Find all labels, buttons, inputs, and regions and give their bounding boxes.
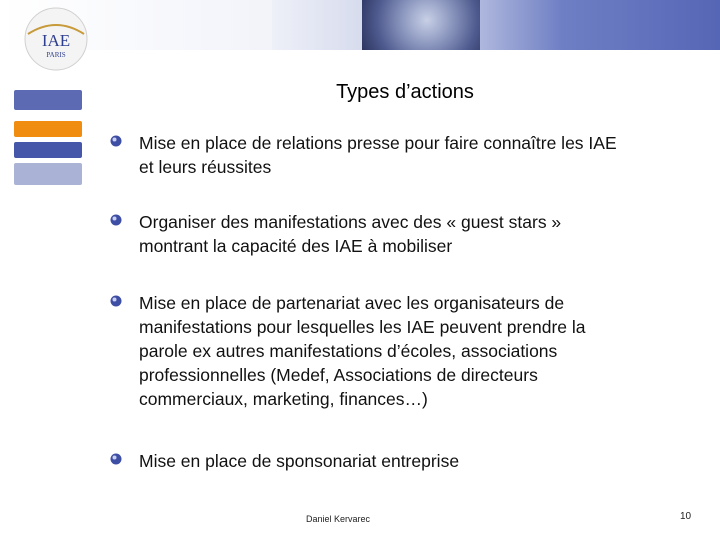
bullet-line: Organiser des manifestations avec des « guest stars » [139, 212, 562, 232]
footer-author: Daniel Kervarec [306, 514, 371, 524]
bullet-line: Mise en place de partenariat avec les organisateurs de [139, 293, 565, 313]
side-bar-orange [14, 121, 82, 137]
bullet-line: montrant la capacité des IAE à mobiliser [139, 236, 453, 256]
bullet-line: professionnelles (Medef, Associations de directeurs [139, 365, 538, 385]
bullet-icon [110, 214, 122, 226]
bullet-icon [110, 135, 122, 147]
bullet-icon [110, 453, 122, 465]
header-photo [362, 0, 480, 50]
logo-text: IAE [41, 31, 71, 50]
bullet-line: parole ex autres manifestations d’écoles, associations [139, 341, 558, 361]
slide-title: Types d’actions [336, 81, 474, 103]
bullet-line: Mise en place de relations presse pour faire connaître les IAE [139, 133, 617, 153]
bullet-icon [110, 295, 122, 307]
side-bar-light-blue [14, 163, 82, 185]
side-bar-dark-blue [14, 142, 82, 158]
header-stripe [272, 0, 362, 50]
bullet-line: manifestations pour lesquelles les IAE peuvent prendre la [139, 317, 586, 337]
bullet-line: commerciaux, marketing, finances…) [139, 389, 428, 409]
page-number: 10 [680, 511, 692, 522]
logo-subtext: PARIS [46, 51, 66, 59]
bullet-line: et leurs réussites [139, 157, 272, 177]
bullet-line: Mise en place de sponsonariat entreprise [139, 451, 460, 471]
side-bar-blue [14, 90, 82, 110]
iae-paris-logo [10, 4, 102, 74]
